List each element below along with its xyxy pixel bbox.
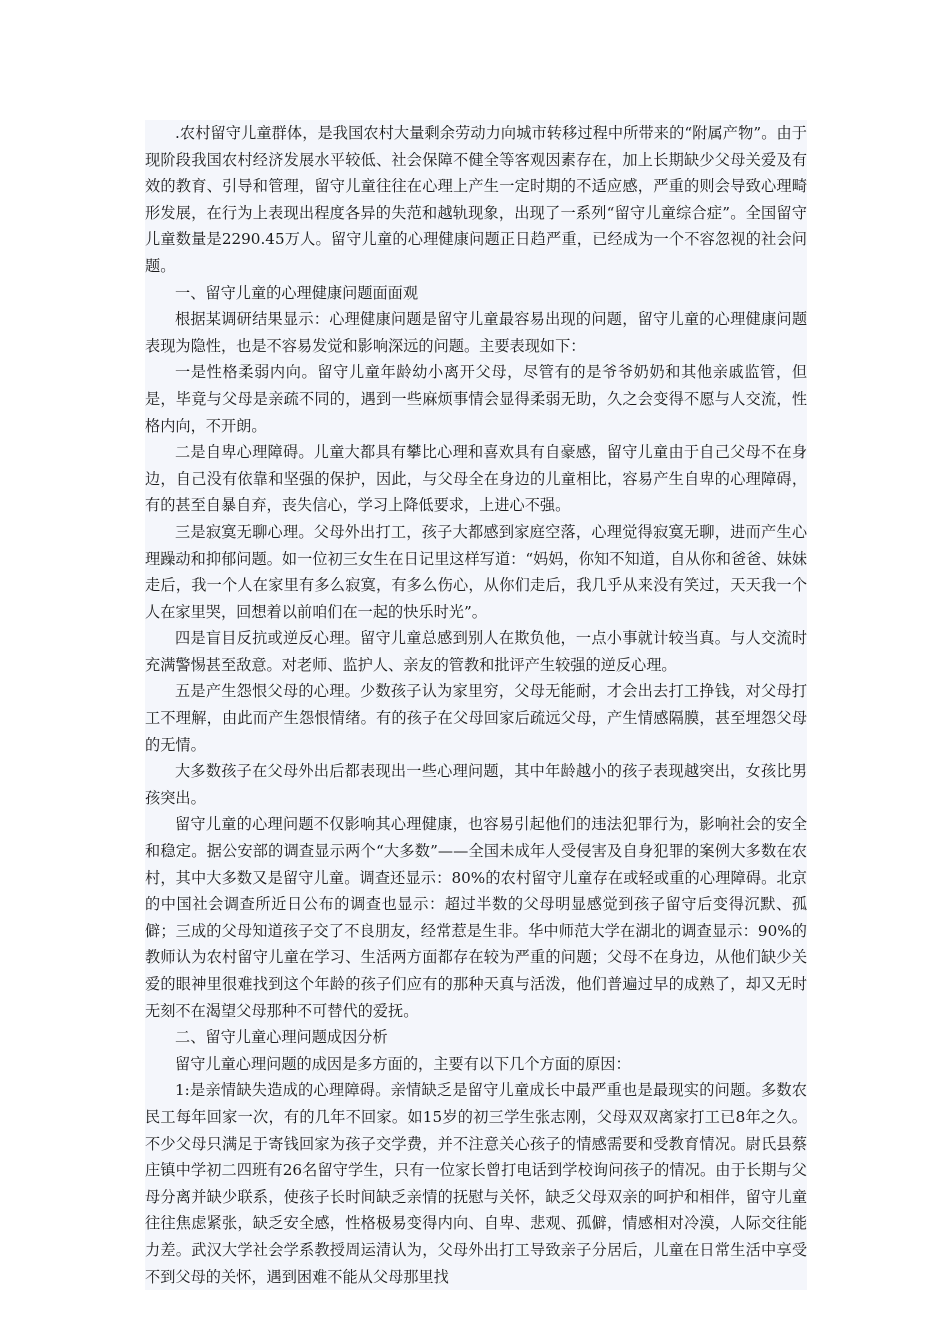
- body-paragraph: 一是性格柔弱内向。留守儿童年龄幼小离开父母，尽管有的是爷爷奶奶和其他亲戚监管，但是，毕竟与父母是亲疏不同的，遇到一些麻烦事情会显得柔弱无助，久之会变得不愿与人交流，性格内向，不开朗。: [145, 363, 807, 435]
- body-paragraph: 大多数孩子在父母外出后都表现出一些心理问题，其中年龄越小的孩子表现越突出，女孩比男孩突出。: [145, 762, 807, 807]
- body-paragraph: 三是寂寞无聊心理。父母外出打工，孩子大都感到家庭空落，心理觉得寂寞无聊，进而产生心理躁动和抑郁问题。如一位初三女生在日记里这样写道：“妈妈，你知不知道，自从你和爸爸、妹妹走后，我一个人在家里有多么寂寞，有多么伤心，从你们走后，我几乎从来没有笑过，天天我一个人在家里哭，回想着以前咱们在一起的快乐时光”。: [145, 522, 807, 621]
- intro-paragraph: .农村留守儿童群体，是我国农村大量剩余劳动力向城市转移过程中所带来的“附属产物”。由于现阶段我国农村经济发展水平较低、社会保障不健全等客观因素存在，加上长期缺少父母关爱及有效的教育、引导和管理，留守儿童往往在心理上产生一定时期的不适应感，严重的则会导致心理畸形发展，在行为上表现出程度各异的失范和越轨现象，出现了一系列“留守儿童综合症”。全国留守儿童数量是2290.45万人。留守儿童的心理健康问题正日趋严重，已经成为一个不容忽视的社会问题。: [145, 124, 807, 275]
- body-paragraph: 二是自卑心理障碍。儿童大都具有攀比心理和喜欢具有自豪感，留守儿童由于自己父母不在身边，自己没有依靠和坚强的保护，因此，与父母全在身边的儿童相比，容易产生自卑的心理障碍，有的甚至自暴自弃，丧失信心，学习上降低要求，上进心不强。: [145, 443, 807, 515]
- section-heading-2: 二、留守儿童心理问题成因分析: [175, 1028, 388, 1047]
- body-paragraph: 留守儿童心理问题的成因是多方面的，主要有以下几个方面的原因：: [175, 1054, 631, 1073]
- document-body: [145, 120, 807, 1290]
- body-paragraph: 五是产生怨恨父母的心理。少数孩子认为家里穷，父母无能耐，才会出去打工挣钱，对父母打工不理解，由此而产生怨恨情绪。有的孩子在父母回家后疏远父母，产生情感隔膜，甚至埋怨父母的无情。: [145, 682, 807, 754]
- body-paragraph: 四是盲目反抗或逆反心理。留守儿童总感到别人在欺负他，一点小事就计较当真。与人交流时充满警惕甚至敌意。对老师、监护人、亲友的管教和批评产生较强的逆反心理。: [145, 629, 807, 674]
- body-paragraph: 1:是亲情缺失造成的心理障碍。亲情缺乏是留守儿童成长中最严重也是最现实的问题。多数农民工每年回家一次，有的几年不回家。如15岁的初三学生张志刚，父母双双离家打工已8年之久。不少父母只满足于寄钱回家为孩子交学费，并不注意关心孩子的情感需要和受教育情况。尉氏县蔡庄镇中学初二四班有26名留守学生，只有一位家长曾打电话到学校询问孩子的情况。由于长期与父母分离并缺少联系，使孩子长时间缺乏亲情的抚慰与关怀，缺乏父母双亲的呵护和相伴，留守儿童往往焦虑紧张，缺乏安全感，性格极易变得内向、自卑、悲观、孤僻，情感相对冷漠，人际交往能力差。武汉大学社会学系教授周运清认为，父母外出打工导致亲子分居后，儿童在日常生活中享受不到父母的关怀，遇到困难不能从父母那里找: [145, 1081, 807, 1286]
- section-heading-1: 一、留守儿童的心理健康问题面面观: [175, 283, 418, 302]
- body-paragraph: 留守儿童的心理问题不仅影响其心理健康，也容易引起他们的违法犯罪行为，影响社会的安全和稳定。据公安部的调查显示两个“大多数”——全国未成年人受侵害及自身犯罪的案例大多数在农村，其中大多数又是留守儿童。调查还显示：80%的农村留守儿童存在或轻或重的心理障碍。北京的中国社会调查所近日公布的调查也显示：超过半数的父母明显感觉到孩子留守后变得沉默、孤僻；三成的父母知道孩子交了不良朋友，经常惹是生非。华中师范大学在湖北的调查显示：90%的教师认为农村留守儿童在学习、生活两方面都存在较为严重的问题；父母不在身边，从他们缺少关爱的眼神里很难找到这个年龄的孩子们应有的那种天真与活泼，他们普遍过早的成熟了，却又无时无刻不在渴望父母那种不可替代的爱抚。: [145, 815, 807, 1020]
- body-paragraph: 根据某调研结果显示：心理健康问题是留守儿童最容易出现的问题，留守儿童的心理健康问题表现为隐性，也是不容易发觉和影响深远的问题。主要表现如下：: [145, 310, 807, 355]
